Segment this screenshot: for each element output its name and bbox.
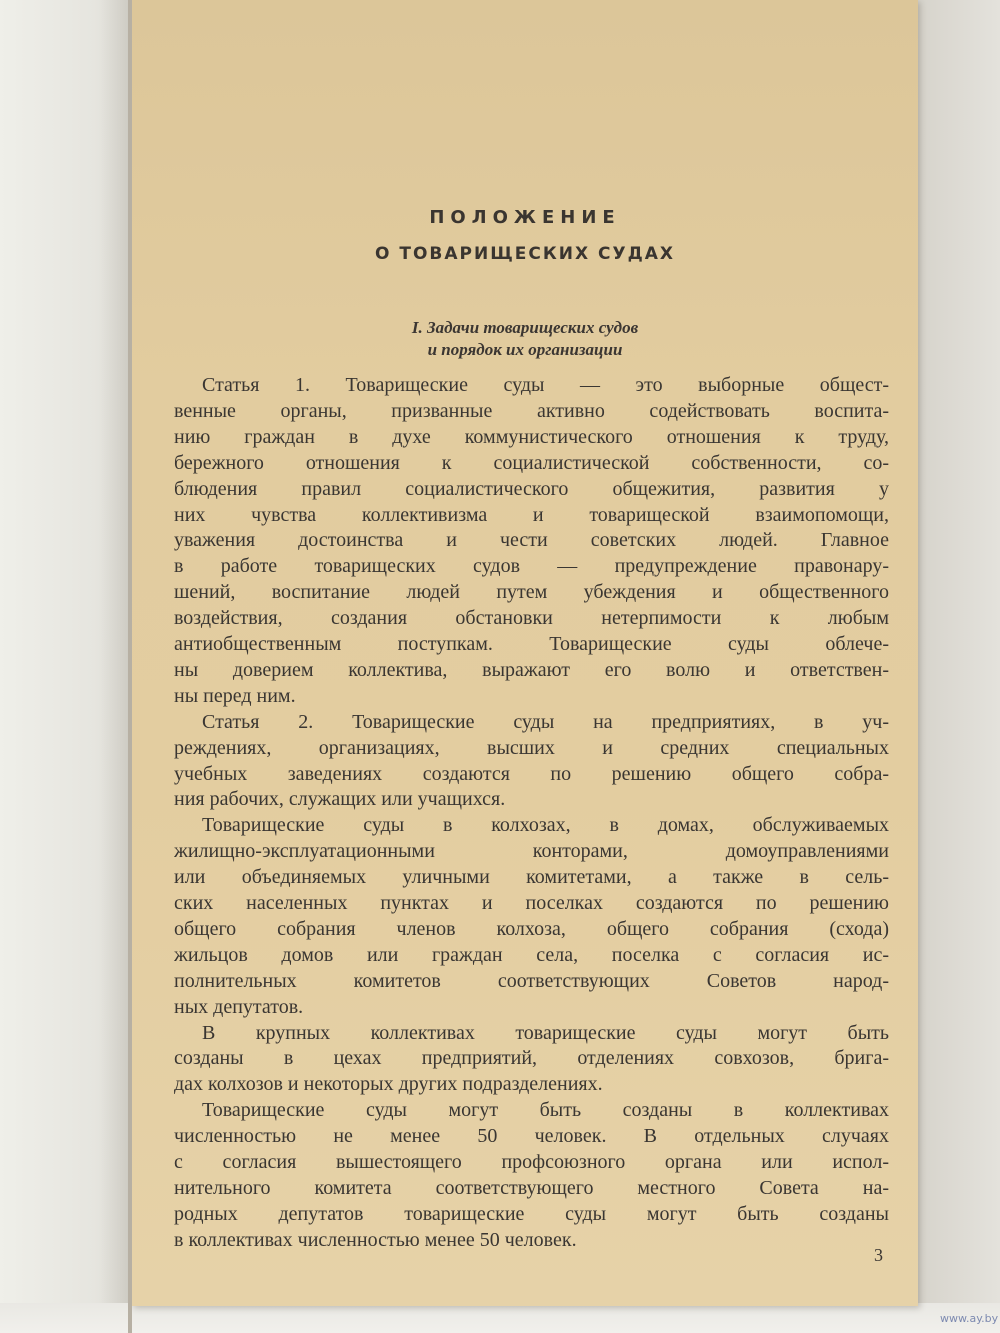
text-line: антиобщественным поступкам. Товарищеские суды облече-	[174, 633, 889, 655]
page-title-line-1: ПОЛОЖЕНИЕ	[429, 207, 621, 228]
background-right	[916, 0, 1000, 1333]
watermark: www.ay.by	[940, 1312, 999, 1325]
text-line: учебных заведениях создаются по решению общего собра-	[174, 762, 889, 785]
text-line: Товарищеские суды могут быть созданы в коллективах	[202, 1099, 889, 1122]
text-line: жилищно-эксплуатационными конторами, домоуправлениями	[174, 840, 889, 863]
text-line: жильцов домов или граждан села, поселка с согласия ис-	[174, 943, 889, 966]
text-line: шений, воспитание людей путем убеждения и общественного	[174, 581, 889, 604]
section-heading-line-1: I. Задачи товарищеских судов	[411, 318, 639, 337]
text-line: бережного отношения к социалистической собственности, со-	[174, 451, 889, 474]
text-line: блюдения правил социалистического общежития, развития у	[174, 477, 889, 500]
text-line: полнительных комитетов соответствующих Советов народ-	[174, 969, 889, 992]
text-line: Статья 2. Товарищеские суды на предприятиях, в уч-	[202, 710, 889, 733]
text-line: Статья 1. Товарищеские суды — это выборные общест-	[202, 374, 889, 396]
book-page	[132, 0, 918, 1306]
page-number: 3	[874, 1245, 883, 1265]
section-heading-line-2: и порядок их организации	[427, 340, 623, 359]
text-line: ских населенных пунктах и поселках создаются по решению	[174, 892, 889, 914]
text-line: общего собрания членов колхоза, общего собрания (схода)	[174, 917, 889, 940]
text-line: уважения достоинства и чести советских людей. Главное	[174, 529, 889, 552]
page-title-line-2: О ТОВАРИЩЕСКИХ СУДАХ	[375, 244, 675, 264]
text-line: численностью не менее 50 человек. В отдельных случаях	[174, 1125, 889, 1148]
text-line: в коллективах численностью менее 50 человек.	[174, 1228, 577, 1251]
text-line: ных депутатов.	[174, 995, 304, 1018]
text-line: В крупных коллективах товарищеские суды могут быть	[202, 1021, 889, 1044]
text-line: воздействия, создания обстановки нетерпимости к любым	[174, 607, 889, 630]
text-line: или объединяемых уличными комитетами, а также в сель-	[174, 866, 889, 889]
text-line: венные органы, призванные активно содействовать воспита-	[174, 399, 889, 422]
text-line: созданы в цехах предприятий, отделениях совхозов, брига-	[174, 1047, 889, 1070]
text-line: нию граждан в духе коммунистического отношения к труду,	[174, 425, 889, 448]
text-line: ны доверием коллектива, выражают его волю и ответствен-	[174, 658, 889, 681]
table-surface	[0, 1303, 1000, 1333]
text-line: дах колхозов и некоторых других подразделениях.	[174, 1073, 603, 1096]
page-gutter-edge	[128, 0, 132, 1333]
text-line: Товарищеские суды в колхозах, в домах, обслуживаемых	[202, 814, 889, 837]
text-line: реждениях, организациях, высших и средних специальных	[174, 736, 889, 759]
text-line: с согласия вышестоящего профсоюзного органа или испол-	[174, 1151, 889, 1173]
text-line: в работе товарищеских судов — предупреждение правонару-	[174, 555, 889, 578]
text-line: ны перед ним.	[174, 684, 296, 707]
text-line: ния рабочих, служащих или учащихся.	[174, 788, 506, 811]
text-line: родных депутатов товарищеские суды могут быть созданы	[174, 1202, 889, 1225]
text-line: них чувства коллективизма и товарищеской взаимопомощи,	[174, 503, 889, 526]
text-line: нительного комитета соответствующего местного Совета на-	[174, 1176, 889, 1199]
